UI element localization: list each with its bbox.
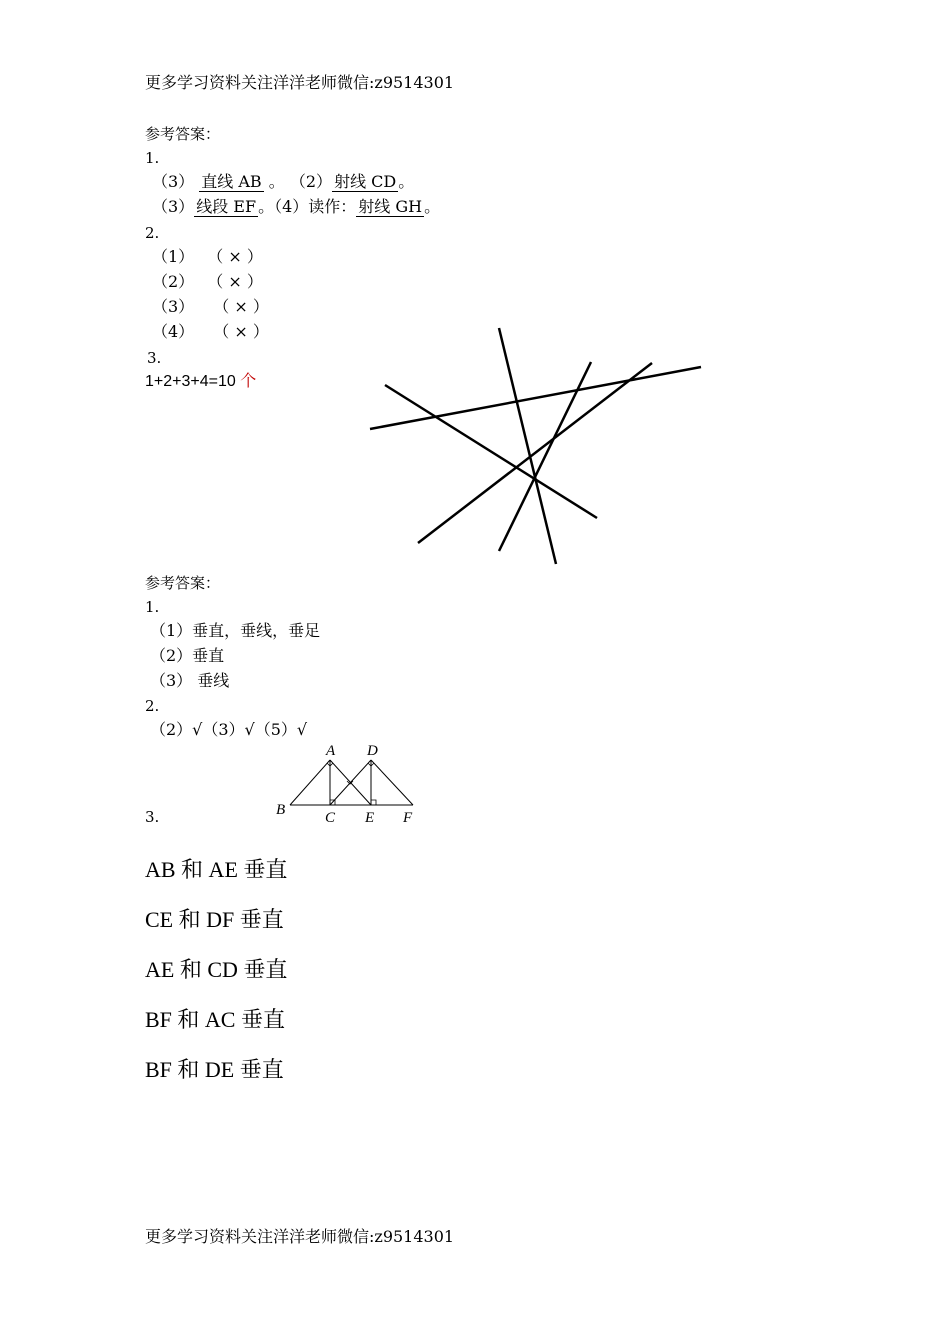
label-c: C — [325, 810, 336, 826]
s2-q1-line: （2）垂直 — [150, 646, 225, 665]
q1-answer-ray-gh: 射线 GH — [358, 197, 423, 216]
s2-q2-answer: （2）√（3）√（5）√ — [150, 720, 308, 739]
q2-item-mark: （ × ） — [213, 297, 269, 316]
s2-q1-number: 1. — [145, 598, 160, 616]
s2-q2-number: 2. — [145, 697, 160, 715]
q2-item-mark: （ × ） — [213, 322, 269, 341]
right-angle-e — [371, 800, 376, 805]
q2-item — [152, 247, 263, 267]
q2-item — [152, 297, 269, 317]
label-d: D — [367, 743, 378, 759]
perpendicular-answer: BF 和 DE 垂直 — [145, 1057, 284, 1082]
line-2 — [499, 328, 556, 564]
line-4 — [418, 363, 652, 543]
q1-line1 — [152, 172, 414, 192]
label-f: F — [403, 810, 413, 826]
q1-answer-segment-ef: 线段 EF — [196, 197, 257, 216]
q3-number: 3. — [147, 349, 162, 367]
section2-heading: 参考答案： — [145, 574, 221, 592]
q2-item-label: （4） — [152, 322, 195, 341]
q1-line1-prefix: （3） — [152, 172, 195, 191]
q1-line2-mid: 。（4）读作： — [258, 197, 357, 216]
q1-line2-prefix: （3） — [152, 197, 195, 216]
q2-item-label: （3） — [152, 297, 195, 316]
q2-item-label: （2） — [152, 272, 195, 291]
s2-q1-line: （1）垂直，垂线，垂足 — [150, 621, 321, 640]
q3-formula-line — [145, 372, 256, 392]
perpendicular-answer: CE 和 DF 垂直 — [145, 907, 284, 932]
perpendicular-answer: BF 和 AC 垂直 — [145, 1007, 285, 1032]
triangle-figure — [270, 740, 420, 828]
q1-line2 — [152, 197, 440, 217]
segment-df — [371, 760, 413, 805]
q1-answer-ray-cd: 射线 CD — [334, 172, 397, 191]
q2-item-mark: （ × ） — [207, 247, 263, 266]
perpendicular-answer: AB 和 AE 垂直 — [145, 857, 288, 882]
intersecting-lines-figure — [360, 320, 710, 570]
q1-line2-end: 。 — [424, 197, 441, 216]
q2-number: 2. — [145, 224, 160, 242]
section1-heading: 参考答案： — [145, 125, 221, 143]
label-a: A — [326, 743, 336, 759]
line-3 — [385, 385, 597, 518]
q3-unit: 个 — [240, 373, 257, 390]
segment-ab — [290, 760, 330, 805]
label-b: B — [276, 802, 286, 818]
q3-formula: 1+2+3+4=10 — [145, 373, 236, 390]
label-e: E — [365, 810, 375, 826]
q1-answer-line-ab: 直线 AB — [201, 172, 262, 191]
q1-line1-end: 。 — [398, 172, 415, 191]
q1-number: 1. — [145, 149, 160, 167]
perpendicular-answer: AE 和 CD 垂直 — [145, 957, 288, 982]
q2-item-mark: （ × ） — [207, 272, 263, 291]
q2-item-label: （1） — [152, 247, 195, 266]
q1-line1-mid: 。 （2） — [268, 172, 333, 191]
q2-item — [152, 272, 263, 292]
line-1 — [370, 367, 701, 429]
q2-item — [152, 322, 269, 342]
page-footer: 更多学习资料关注洋洋老师微信:z9514301 — [145, 1227, 455, 1246]
page-header: 更多学习资料关注洋洋老师微信:z9514301 — [145, 73, 455, 92]
s2-q1-line: （3） 垂线 — [150, 671, 230, 690]
s2-q3-number: 3. — [145, 808, 160, 826]
